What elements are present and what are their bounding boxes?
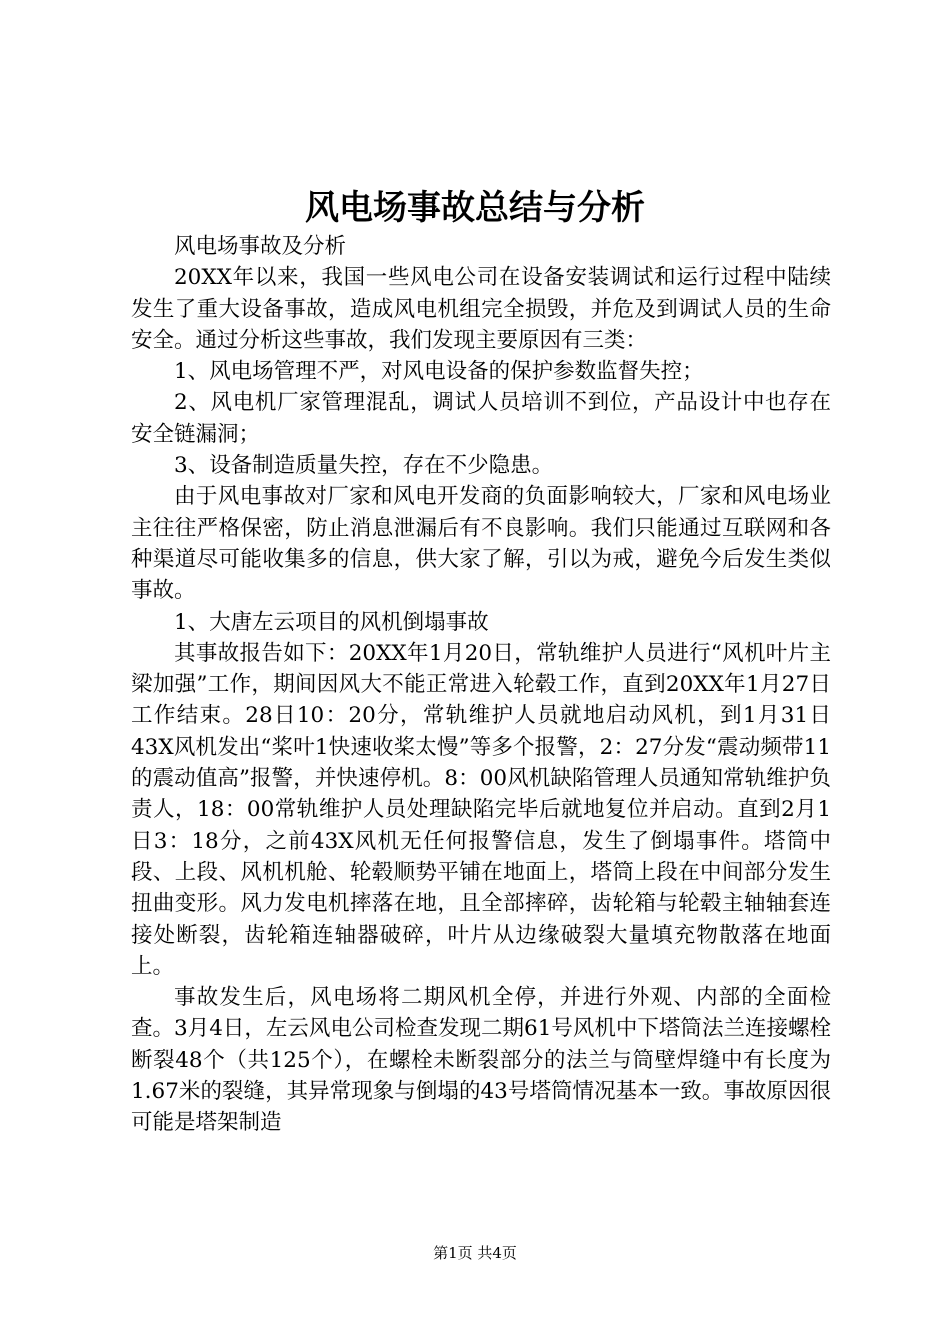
document-title: 风电场事故总结与分析	[305, 188, 645, 228]
list-item: 1、风电场管理不严，对风电设备的保护参数监督失控；	[174, 359, 704, 385]
body-paragraph: 由于风电事故对厂家和风电开发商的负面影响较大，厂家和风电场业主往往严格保密，防止消息泄漏后有不良影响。我们只能通过互联网和各种渠道尽可能收集多的信息，供大家了解，引以为戒，避免今后发生类似事故。	[131, 484, 831, 604]
section-heading: 风电场事故及分析	[174, 234, 347, 259]
section-heading: 1、大唐左云项目的风机倒塌事故	[174, 609, 489, 635]
body-paragraph: 20XX年以来，我国一些风电公司在设备安装调试和运行过程中陆续发生了重大设备事故，造成风电机组完全损毁，并危及到调试人员的生命安全。通过分析这些事故，我们发现主要原因有三类：	[131, 265, 831, 353]
page-footer: 第1页 共4页	[433, 1244, 517, 1262]
body-paragraph: 其事故报告如下：20XX年1月20日，常轨维护人员进行“风机叶片主梁加强”工作，期间因风大不能正常进入轮毂工作，直到20XX年1月27日工作结束。28日10：20分，常轨维护人员就地启动风机，到1月31日43X风机发出“桨叶1快速收桨太慢”等多个报警，2：27分发“震动频带11的震动值高”报警，并快速停机。8：00风机缺陷管理人员通知常轨维护负责人，18：00常轨维护人员处理缺陷完毕后就地复位并启动。直到2月1日3：18分，之前43X风机无任何报警信息，发生了倒塌事件。塔筒中段、上段、风机机舱、轮毂顺势平铺在地面上，塔筒上段在中间部分发生扭曲变形。风力发电机摔落在地，且全部摔碎，齿轮箱与轮毂主轴轴套连接处断裂，齿轮箱连轴器破碎，叶片从边缘破裂大量填充物散落在地面上。	[131, 640, 831, 979]
document-body	[131, 231, 831, 1139]
body-paragraph: 事故发生后，风电场将二期风机全停，并进行外观、内部的全面检查。3月4日，左云风电公司检查发现二期61号风机中下塔筒法兰连接螺栓断裂48个（共125个），在螺栓未断裂部分的法兰与筒壁焊缝中有长度为1.67米的裂缝，其异常现象与倒塌的43号塔筒情况基本一致。事故原因很可能是塔架制造	[131, 985, 831, 1136]
list-item: 2、风电机厂家管理混乱，调试人员培训不到位，产品设计中也存在安全链漏洞；	[131, 390, 831, 447]
list-item: 3、设备制造质量失控，存在不少隐患。	[174, 453, 554, 479]
